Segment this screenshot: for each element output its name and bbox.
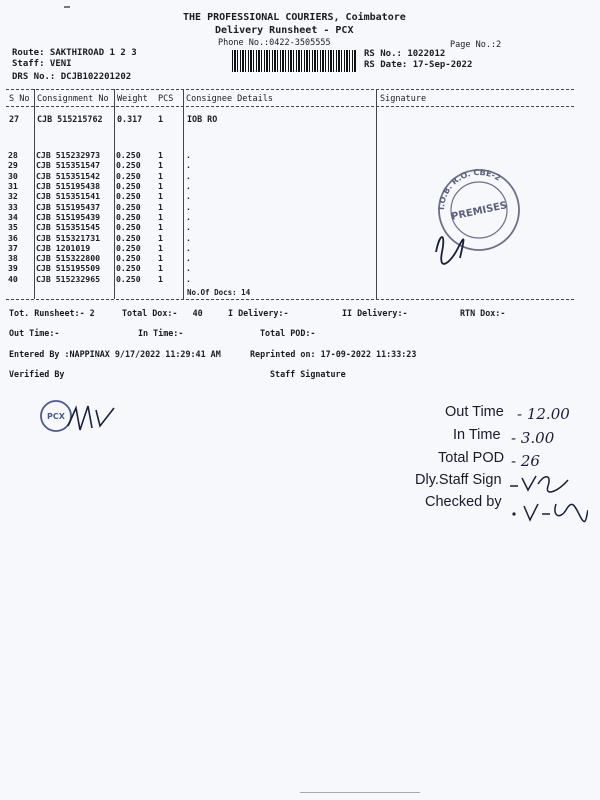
ii-delivery: II Delivery:- <box>342 308 408 318</box>
table-row: 39 CJB 515195509 0.250 1 . <box>8 263 191 274</box>
hand-total-pod-value: - 26 <box>511 452 540 470</box>
table-row: 37 CJB 1201019 0.250 1 . <box>8 242 191 253</box>
row-27-weight: 0.317 <box>117 114 143 124</box>
hand-out-time-label: Out Time <box>445 404 504 420</box>
phone-number: Phone No.:0422-3505555 <box>218 38 331 48</box>
drs-number: DRS No.: DCJB102201202 <box>12 72 132 82</box>
page-number: Page No.:2 <box>450 40 502 50</box>
col-header-consignment: Consignment No <box>37 94 109 104</box>
i-delivery: I Delivery:- <box>228 308 289 318</box>
staff: Staff: VENI <box>12 59 72 69</box>
table-row: 34 CJB 515195439 0.250 1 . <box>8 211 191 222</box>
table-row: 33 CJB 515195437 0.250 1 . <box>8 201 191 212</box>
table-top-rule <box>6 89 574 90</box>
stamp-ring-text: I.O.B. R.O. CBE-2 <box>436 167 503 211</box>
table-bottom-rule <box>6 299 574 300</box>
table-row: 29 CJB 515351547 0.250 1 . <box>8 160 191 171</box>
table-row: 40 CJB 515232965 0.250 1 . <box>8 273 191 284</box>
pcx-stamp-text: PCX <box>47 412 65 421</box>
hand-in-time-value: - 3.00 <box>511 429 555 447</box>
total-dox: Total Dox:- 40 <box>122 308 203 318</box>
hand-total-pod-label: Total POD <box>438 450 505 466</box>
rtn-dox: RTN Dox:- <box>460 308 506 318</box>
total-runsheet: Tot. Runsheet:- 2 <box>9 308 95 318</box>
table-row: 36 CJB 515321731 0.250 1 . <box>8 232 191 243</box>
out-time: Out Time:- <box>9 328 60 338</box>
staff-sign-scribble <box>508 472 572 496</box>
barcode <box>232 50 356 72</box>
document-title: Delivery Runsheet - PCX <box>215 25 354 36</box>
hand-staff-sign-label: Dly.Staff Sign <box>415 472 502 488</box>
table-row: 35 CJB 515351545 0.250 1 . <box>8 222 191 233</box>
table-row: 38 CJB 515322800 0.250 1 . <box>8 253 191 264</box>
no-of-docs: No.Of Docs: 14 <box>187 288 251 297</box>
table-header-rule <box>6 106 574 107</box>
stamp-center-text: PREMISES <box>450 200 509 223</box>
company-name: THE PROFESSIONAL COURIERS, Coimbatore <box>183 12 406 23</box>
col-header-weight: Weight <box>117 94 148 104</box>
checked-by-scribble <box>508 498 588 526</box>
pcx-stamp <box>36 396 126 446</box>
consignment-table <box>8 150 191 284</box>
col-header-consignee: Consignee Details <box>186 94 273 104</box>
table-row: 30 CJB 515351542 0.250 1 . <box>8 170 191 181</box>
col-divider <box>376 89 377 299</box>
hand-in-time-label: In Time <box>453 427 501 443</box>
rs-number: RS No.: 1022012 <box>364 49 446 59</box>
in-time: In Time:- <box>138 328 184 338</box>
col-header-sno: S No <box>9 94 30 104</box>
verified-by: Verified By <box>9 369 65 379</box>
row-27-sno: 27 <box>9 114 20 124</box>
table-row: 28 CJB 515232973 0.250 1 . <box>8 150 191 161</box>
hand-out-time-value: - 12.00 <box>517 405 570 423</box>
entered-by: Entered By :NAPPINAX 9/17/2022 11:29:41 AM <box>9 349 221 359</box>
staff-signature-label: Staff Signature <box>270 369 346 379</box>
signature-scribble <box>430 222 470 267</box>
table-row: 31 CJB 515195438 0.250 1 . <box>8 181 191 192</box>
hand-checked-by-label: Checked by <box>425 494 502 510</box>
rs-date: RS Date: 17-Sep-2022 <box>364 60 473 70</box>
scan-mark <box>300 792 420 793</box>
total-pod: Total POD:- <box>260 328 316 338</box>
col-header-signature: Signature <box>380 94 427 104</box>
col-header-pcs: PCS <box>158 94 174 104</box>
row-27-consignment: CJB 515215762 <box>37 114 103 124</box>
route: Route: SAKTHIROAD 1 2 3 <box>12 48 137 58</box>
table-row: 32 CJB 515351541 0.250 1 . <box>8 191 191 202</box>
reprinted-on: Reprinted on: 17-09-2022 11:33:23 <box>250 349 417 359</box>
row-27-pcs: 1 <box>158 114 164 124</box>
row-27-consignee: IOB RO <box>187 114 218 124</box>
scan-mark <box>64 6 70 8</box>
